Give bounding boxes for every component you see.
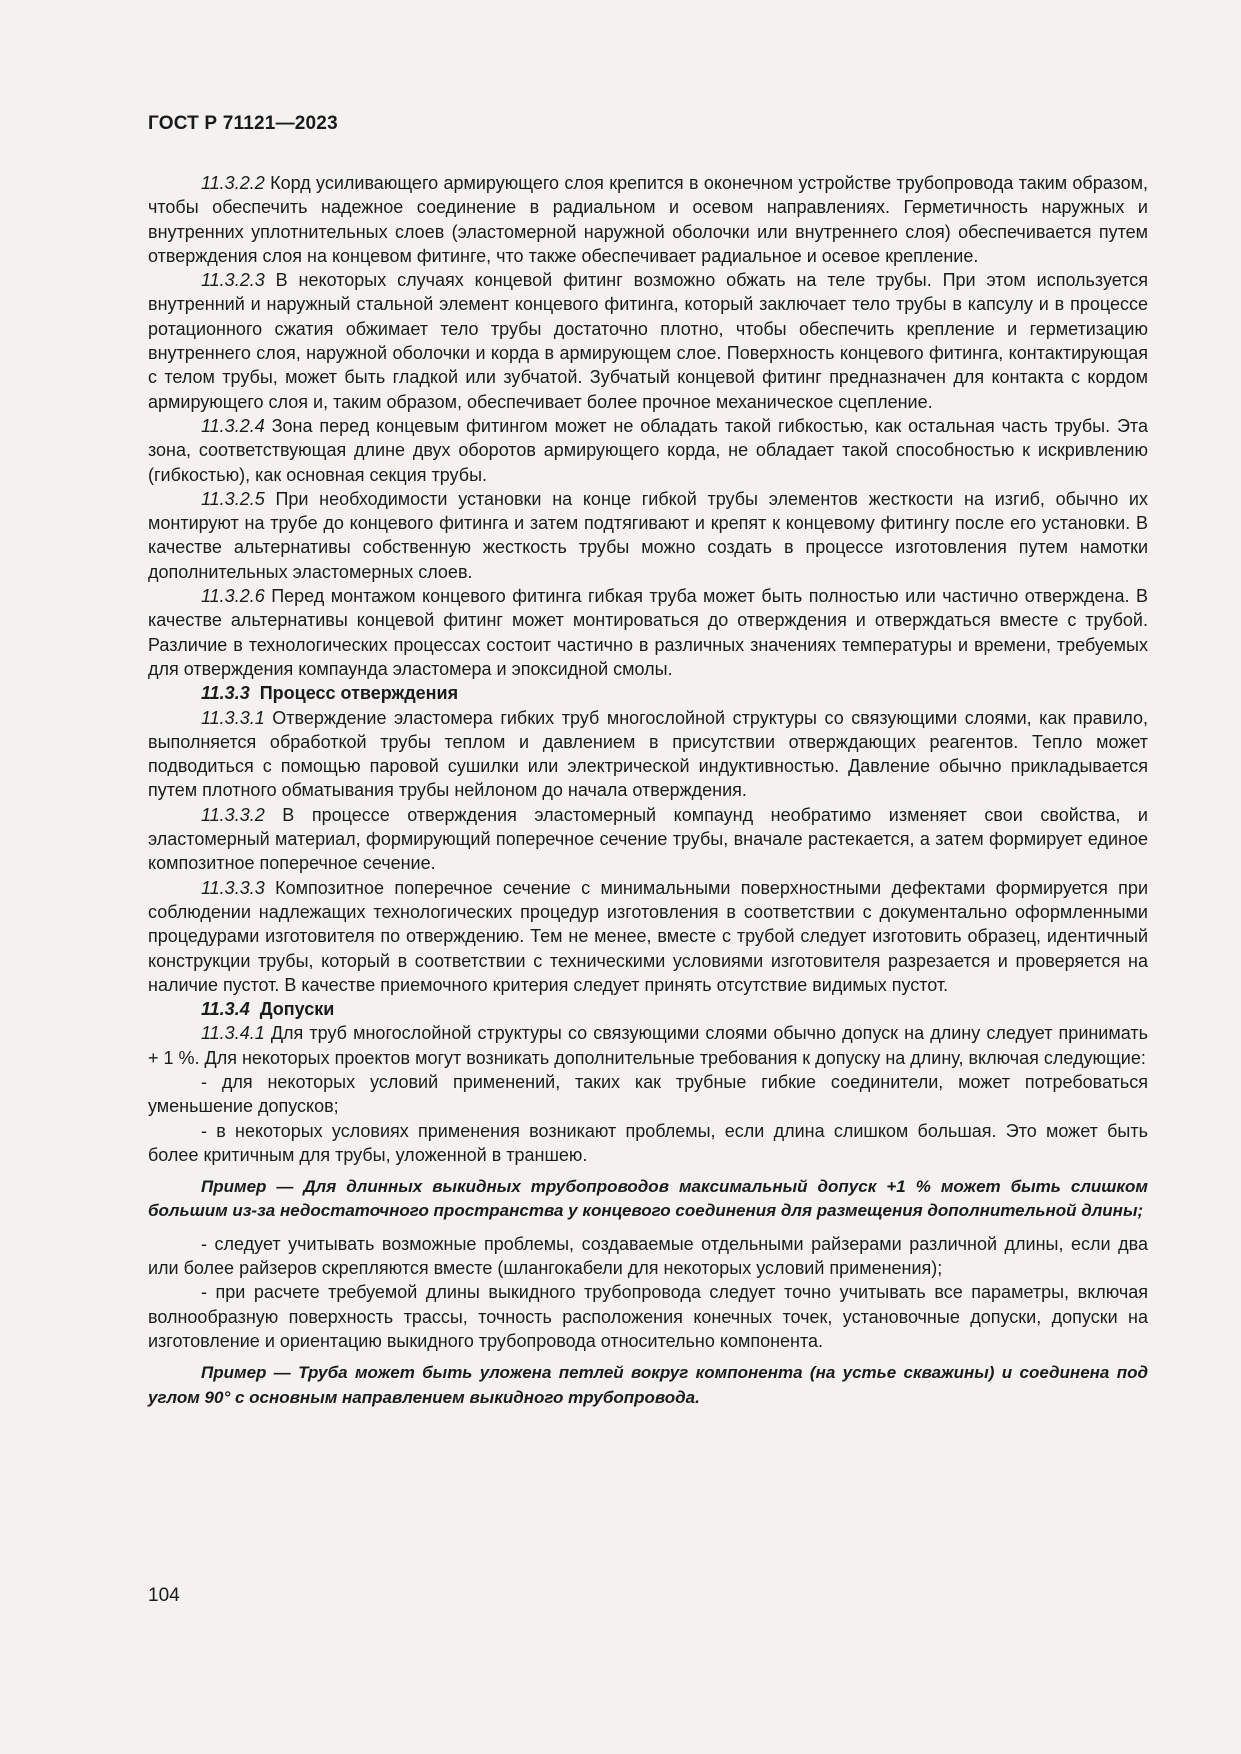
clause-number: 11.3.2.2 <box>201 173 265 193</box>
paragraph-text: При необходимости установки на конце гибкой трубы элементов жесткости на изгиб, обычно их монтируют на трубе до концевого фитинга и затем подтягивают и крепят к концевому фитингу после его установки. В качестве альтернативы собственную жесткость трубы можно создать в процессе изготовления путем намотки дополнительных эластомерных слоев. <box>148 488 1148 582</box>
paragraph-11-3-2-4 <box>148 414 1148 487</box>
paragraph-11-3-3-2 <box>148 803 1148 876</box>
clause-number: 11.3.4.1 <box>201 1023 265 1044</box>
list-item: - для некоторых условий применений, таких как трубные гибкие соединители, может потребоваться уменьшение допусков; <box>148 1071 1148 1117</box>
example-note: Пример — Труба может быть уложена петлей вокруг компонента (на устье скважины) и соединена под углом 90° с основным направлением выкидного трубопровода. <box>148 1363 1148 1407</box>
clause-number: 11.3.2.5 <box>201 488 265 509</box>
paragraph-text: Композитное поперечное сечение с минимальными поверхностными дефектами формируется при соблюдении надлежащих технологических процедур изготовления в соответствии с документально оформленными процедурами изготовителя по отверждению. Тем не менее, вместе с трубой следует изготовить образец, идентичный конструкции трубы, который в соответствии с техническими условиями изготовителя разрезается и проверяется на наличие пустот. В качестве приемочного критерия следует принять отсутствие видимых пустот. <box>148 877 1148 995</box>
section-title: Процесс отверждения <box>259 683 459 704</box>
paragraph-text: Корд усиливающего армирующего слоя крепится в оконечном устройстве трубопровода таким образом, чтобы обеспечить надежное соединение в радиальном и осевом направлениях. Герметичность наружных и внутренних уплотнительных слоев (эластомерной наружной оболочки или внутреннего слоя) обеспечивается путем отверждения слоя на концевом фитинге, что также обеспечивает радиальное и осевое крепление. <box>148 173 1148 266</box>
list-item: - следует учитывать возможные проблемы, создаваемые отдельными райзерами различной длины, если два или более райзеров скрепляются вместе (шлангокабели для некоторых условий применения); <box>148 1233 1148 1279</box>
list-item: - при расчете требуемой длины выкидного трубопровода следует точно учитывать все параметры, включая волнообразную поверхность трассы, точность расположения конечных точек, установочные допуски, допуски на изготовление и ориентацию выкидного трубопровода относительно компонента. <box>148 1282 1148 1351</box>
clause-number: 11.3.3.2 <box>201 804 265 825</box>
section-title: Допуски <box>259 999 335 1020</box>
paragraph-11-3-2-2 <box>148 171 1148 268</box>
clause-number: 11.3.2.4 <box>201 415 265 436</box>
document-header: ГОСТ Р 71121—2023 <box>148 113 338 134</box>
paragraph-11-3-2-6 <box>148 584 1148 681</box>
paragraph-text: Для труб многослойной структуры со связующими слоями обычно допуск на длину следует принимать + 1 %. Для некоторых проектов могут возникать дополнительные требования к допуску на длину, включая следующие: <box>148 1023 1148 1068</box>
document-body <box>148 171 1148 1410</box>
clause-number: 11.3.4 <box>201 999 250 1020</box>
paragraph-text: В процессе отверждения эластомерный компаунд необратимо изменяет свои свойства, и эластомерный материал, формирующий поперечное сечение трубы, вначале растекается, а затем формирует единое композитное поперечное сечение. <box>148 804 1148 874</box>
paragraph-text: В некоторых случаях концевой фитинг возможно обжать на теле трубы. При этом используется внутренний и наружный стальной элемент концевого фитинга, который заключает тело трубы в капсулу и в процессе ротационного сжатия обжимает тело трубы достаточно плотно, чтобы обеспечить крепление и герметизацию внутреннего слоя, наружной оболочки и корда в армирующем слое. Поверхность концевого фитинга, контактирующая с телом трубы, может быть гладкой или зубчатой. Зубчатый концевой фитинг предназначен для контакта с кордом армирующего слоя и, таким образом, обеспечивает более прочное механическое сцепление. <box>148 270 1148 412</box>
list-item: - в некоторых условиях применения возникают проблемы, если длина слишком большая. Это может быть более критичным для трубы, уложенной в траншею. <box>148 1120 1148 1165</box>
paragraph-11-3-2-5 <box>148 487 1148 584</box>
page-number: 104 <box>148 1585 180 1606</box>
clause-number: 11.3.2.3 <box>201 270 265 291</box>
example-note: Пример — Для длинных выкидных трубопроводов максимальный допуск +1 % может быть слишком большим из-за недостаточного пространства у концевого соединения для размещения дополнительной длины; <box>148 1177 1148 1221</box>
paragraph-text: Зона перед концевым фитингом может не обладать такой гибкостью, как остальная часть трубы. Эта зона, соответствующая длине двух оборотов армирующего корда, не обладает такой способностью к искривлению (гибкостью), как основная секция трубы. <box>148 415 1148 485</box>
paragraph-text: Перед монтажом концевого фитинга гибкая труба может быть полностью или частично отверждена. В качестве альтернативы концевой фитинг может монтироваться до отверждения и отверждаться вместе с трубой. Различие в технологических процессах состоит частично в различных значениях температуры и времени, требуемых для отверждения компаунда эластомера и эпоксидной смолы. <box>148 586 1148 679</box>
paragraph-11-3-2-3 <box>148 268 1148 414</box>
paragraph-text: Отверждение эластомера гибких труб многослойной структуры со связующими слоями, как правило, выполняется обработкой трубы теплом и давлением в присутствии отверждающих реагентов. Тепло может подводиться с помощью паровой сушилки или электрической индуктивностью. Давление обычно прикладывается путем плотного обматывания трубы нейлоном до начала отверждения. <box>148 707 1148 801</box>
section-heading-11-3-3 <box>148 681 1148 705</box>
clause-number: 11.3.3 <box>201 683 250 704</box>
paragraph-11-3-4-1 <box>148 1021 1148 1070</box>
paragraph-11-3-3-1 <box>148 706 1148 803</box>
section-heading-11-3-4 <box>148 997 1148 1021</box>
clause-number: 11.3.3.3 <box>201 877 265 898</box>
clause-number: 11.3.2.6 <box>201 586 265 607</box>
paragraph-11-3-3-3 <box>148 876 1148 997</box>
clause-number: 11.3.3.1 <box>201 707 265 728</box>
